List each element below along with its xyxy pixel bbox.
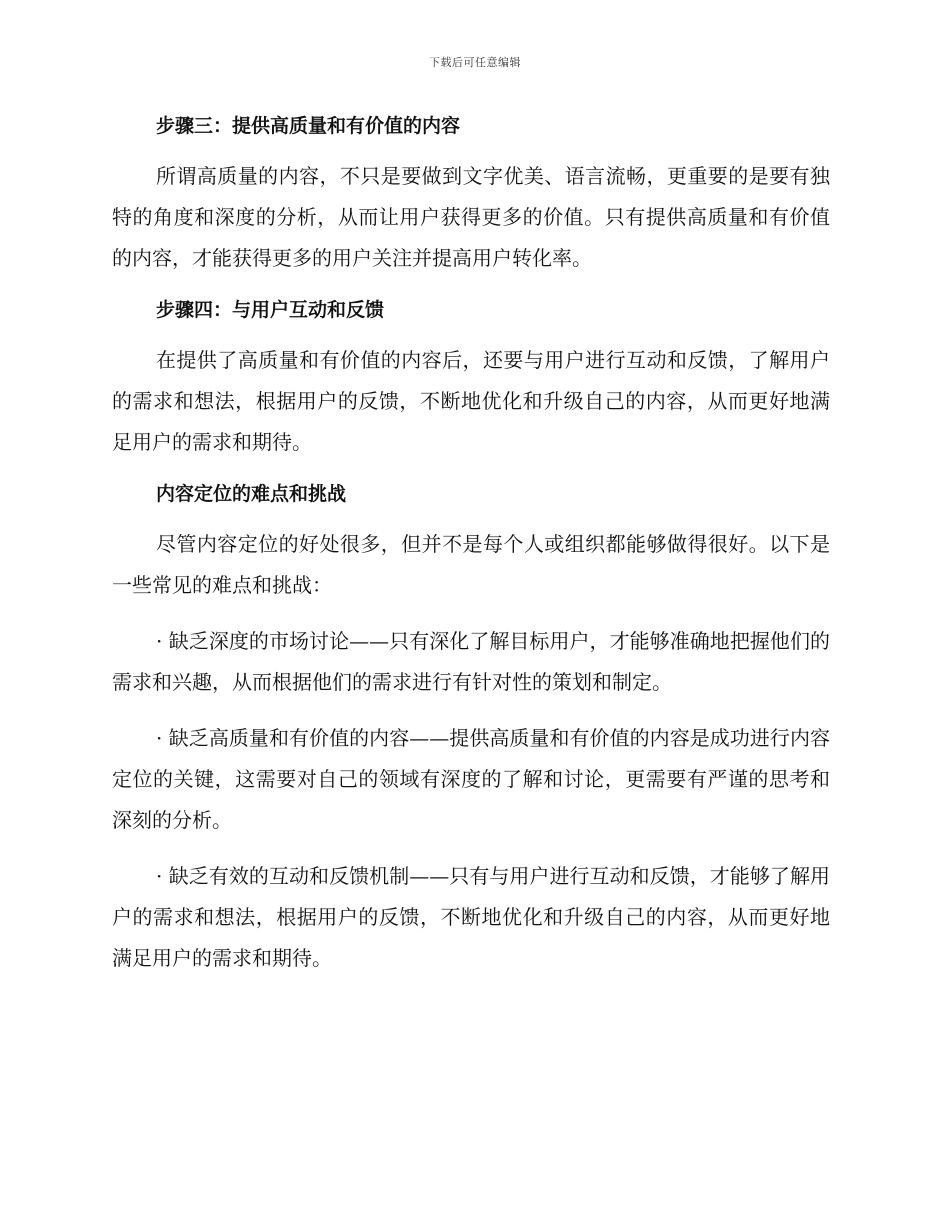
bullet-item: · 缺乏有效的互动和反馈机制——只有与用户进行互动和反馈，才能够了解用户的需求和想法，根据用户的反馈，不断地优化和升级自己的内容，从而更好地满足用户的需求和期待。	[112, 864, 830, 970]
header-note: 下载后可任意编辑	[429, 56, 521, 69]
document-body	[112, 110, 830, 994]
section-challenges	[112, 478, 830, 979]
section-heading: 步骤三：提供高质量和有价值的内容	[156, 115, 461, 137]
body-paragraph: 所谓高质量的内容，不只是要做到文字优美、语言流畅，更重要的是要有独特的角度和深度的分析，从而让用户获得更多的价值。只有提供高质量和有价值的内容，才能获得更多的用户关注并提高用户转化率。	[112, 164, 830, 270]
body-paragraph: 尽管内容定位的好处很多，但并不是每个人或组织都能够做得很好。以下是一些常见的难点和挑战：	[112, 532, 830, 597]
bullet-item: · 缺乏深度的市场讨论——只有深化了解目标用户，才能够准确地把握他们的需求和兴趣，从而根据他们的需求进行有针对性的策划和制定。	[112, 629, 830, 694]
bullet-item: · 缺乏高质量和有价值的内容——提供高质量和有价值的内容是成功进行内容定位的关键，这需要对自己的领域有深度的了解和讨论，更需要有严谨的思考和深刻的分析。	[112, 726, 830, 832]
section-heading: 步骤四：与用户互动和反馈	[156, 299, 385, 321]
body-paragraph: 在提供了高质量和有价值的内容后，还要与用户进行互动和反馈，了解用户的需求和想法，根据用户的反馈，不断地优化和升级自己的内容，从而更好地满足用户的需求和期待。	[112, 348, 830, 454]
section-step-three	[112, 110, 830, 279]
section-heading: 内容定位的难点和挑战	[156, 483, 347, 505]
section-step-four	[112, 294, 830, 463]
